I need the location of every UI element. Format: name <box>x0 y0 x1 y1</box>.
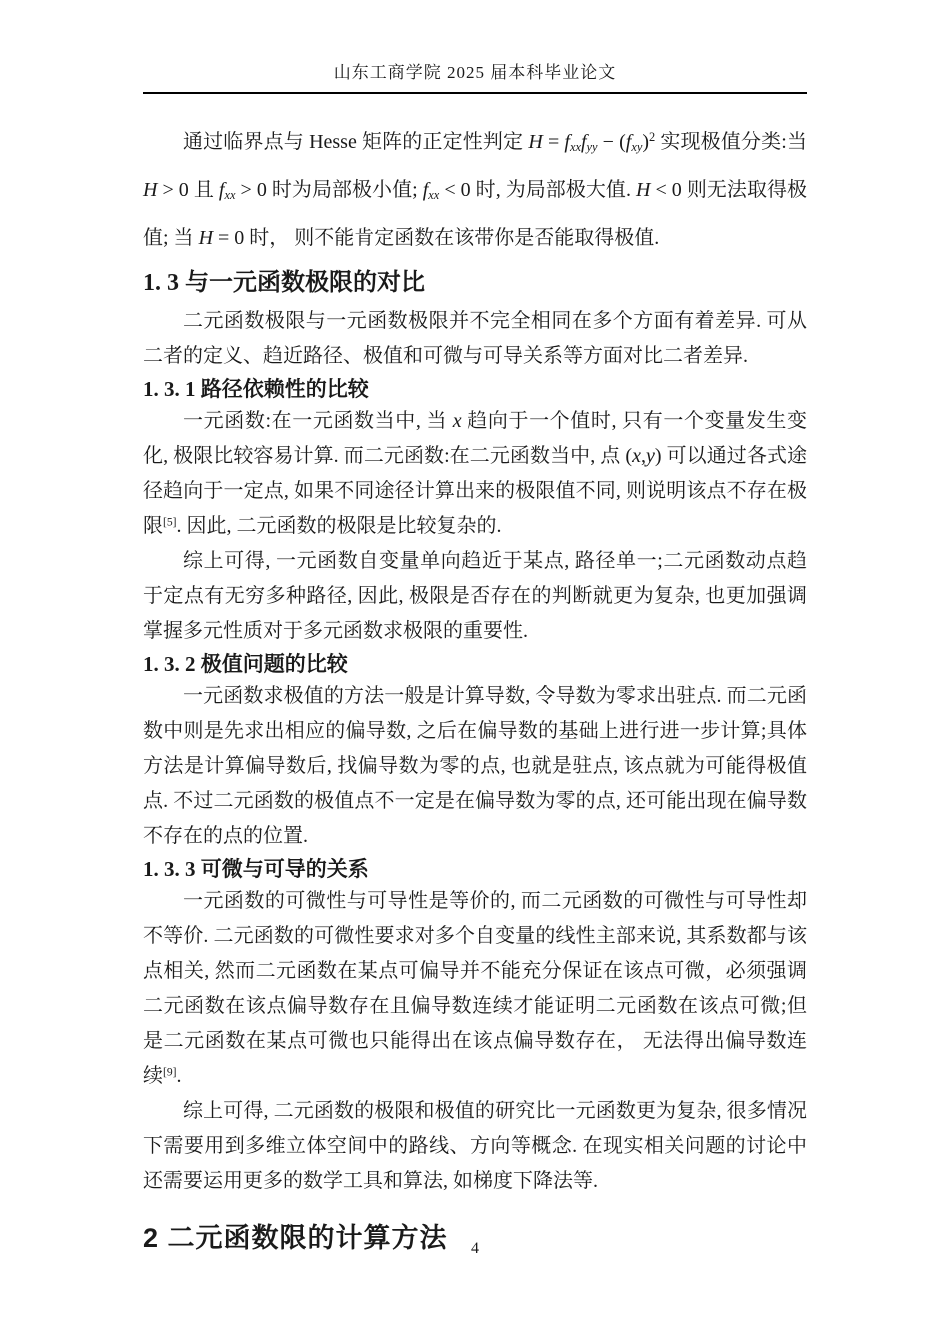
paragraph-overall-summary: 综上可得, 二元函数的极限和极值的研究比一元函数更为复杂, 很多情况下需要用到多维立体空间中的路线、方向等概念. 在现实相关问题的讨论中还需要运用更多的数学工具和算法, 如梯度下降法等. <box>143 1100 807 1192</box>
page-header <box>0 0 950 94</box>
paragraph-hesse-criterion: 通过临界点与 Hesse 矩阵的正定性判定 $H = f_{xx}f_{yy} - (f_{xy})^2$ 实现极值分类:当 H > 0 且 $f_{xx} > 0$ 时为局部极小值; $f_{xx} < 0$ 时, 为局部极大值. H < 0 则无法取得极值; 当 H = 0 时， 则不能肯定函数在该带你是否能取得极值. <box>143 130 808 249</box>
heading-chapter-2: 2 二元函数限的计算方法 <box>143 1223 448 1253</box>
heading-1-3-3: 1. 3. 3 可微与可导的关系 <box>143 857 369 881</box>
paragraph-comparison-intro: 二元函数极限与一元函数极限并不完全相同在多个方面有着差异. 可从二者的定义、趋近路径、极值和可微与可导关系等方面对比二者差异. <box>143 310 807 367</box>
heading-1-3: 1. 3 与一元函数极限的对比 <box>143 270 425 296</box>
paragraph-differentiability: 一元函数的可微性与可导性是等价的, 而二元函数的可微性与可导性却不等价. 二元函数的可微性要求对多个自变量的线性主部来说, 其系数都与该点相关, 然而二元函数在某点可偏导并不能充分保证在该点可微，必须强调二元函数在该点偏导数存在且偏导数连续才能证明二元函数在该点可微;但是二元函数在某点可微也只能得出在该点偏导数存在， 无法得出偏导数连续[9]. <box>143 890 807 1087</box>
paragraph-extremum-comparison: 一元函数求极值的方法一般是计算导数, 令导数为零求出驻点. 而二元函数中则是先求出相应的偏导数, 之后在偏导数的基础上进行进一步计算;具体方法是计算偏导数后, 找偏导数为零的点, 也就是驻点, 该点就为可能得极值点. 不过二元函数的极值点不一定是在偏导数为零的点, 还可能出现在偏导数不存在的点的位置. <box>143 685 807 847</box>
paragraph-path-dependence: 一元函数:在一元函数当中, 当 x 趋向于一个值时, 只有一个变量发生变化, 极限比较容易计算. 而二元函数:在二元函数当中, 点 (x,y) 可以通过各式途径趋向于一定点, 如果不同途径计算出来的极限值不同, 则说明该点不存在极限[5]. 因此, 二元函数的极限是比较复杂的. <box>143 410 808 537</box>
heading-1-3-1: 1. 3. 1 路径依赖性的比较 <box>143 377 369 401</box>
page-number: 4 <box>471 1240 479 1257</box>
header-title: 山东工商学院 2025 届本科毕业论文 <box>333 63 617 82</box>
heading-1-3-2: 1. 3. 2 极值问题的比较 <box>143 652 348 676</box>
document-body <box>143 118 807 1255</box>
paragraph-path-summary: 综上可得, 一元函数自变量单向趋近于某点, 路径单一;二元函数动点趋于定点有无穷多种路径, 因此, 极限是否存在的判断就更为复杂, 也更加强调掌握多元性质对于多元函数求极限的重要性. <box>143 550 807 642</box>
header-rule <box>143 92 807 94</box>
